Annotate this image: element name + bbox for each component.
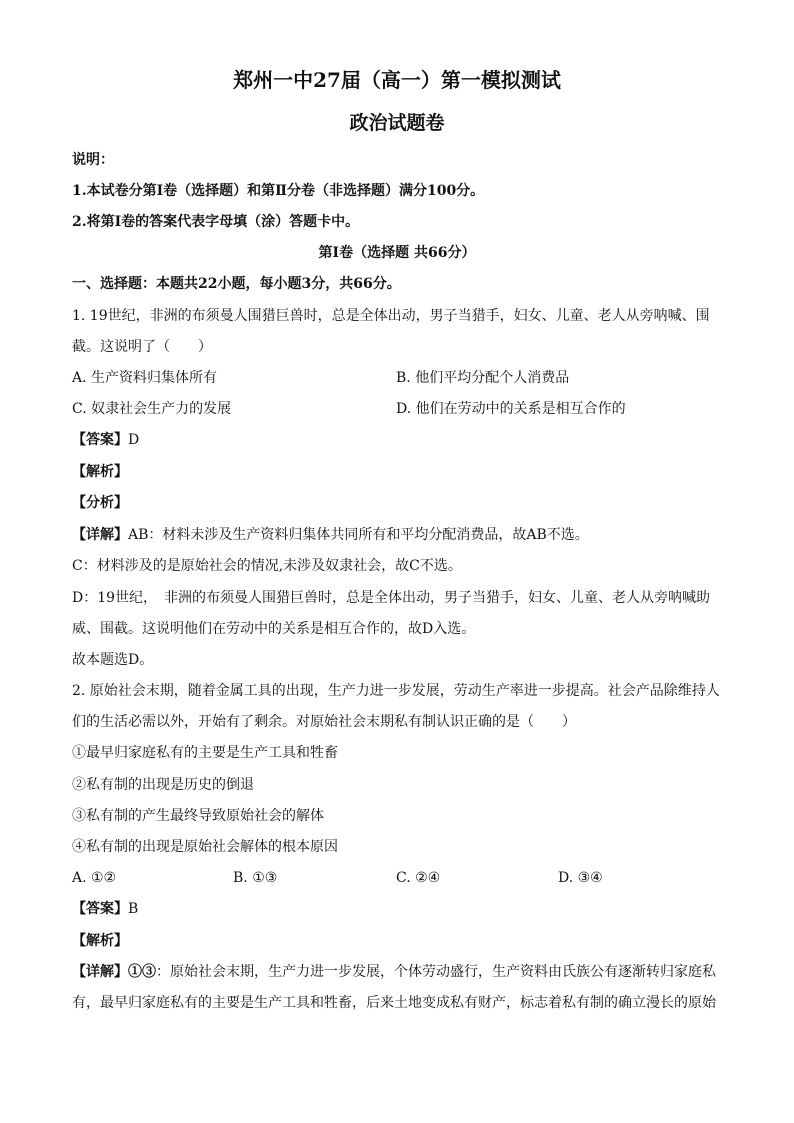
q1-detail-line-1 xyxy=(72,525,589,545)
exam-title: 郑州一中27届（高一）第一模拟测试 xyxy=(233,68,561,92)
q2-detail-line-1 xyxy=(72,962,716,982)
q1-option-a: A. 生产资料归集体所有 xyxy=(72,370,218,386)
q1-conclusion: 故本题选D。 xyxy=(72,652,154,668)
q2-stem-line-2: 们的生活必需以外，开始有了剩余。对原始社会末期私有制认识正确的是（ ） xyxy=(72,714,576,730)
q1-detail-line-2: C：材料涉及的是原始社会的情况,未涉及奴隶社会，故C不选。 xyxy=(72,558,462,574)
q2-statement-2: ②私有制的出现是历史的倒退 xyxy=(72,777,254,793)
detail-text: ：原始社会末期，生产力进一步发展，个体劳动盛行，生产资料由氏族公有逐渐转归家庭私 xyxy=(156,964,716,980)
q1-detail-line-3: D：19世纪， 非洲的布须曼人围猎巨兽时，总是全体出动，男子当猎手，妇女、儿童、老人从旁呐喊助 xyxy=(72,590,711,606)
q2-option-a: A. ①② xyxy=(72,870,117,886)
q2-answer xyxy=(72,899,138,919)
q2-statement-1: ①最早归家庭私有的主要是生产工具和牲畜 xyxy=(72,745,338,761)
instruction-item-1: 1.本试卷分第Ⅰ卷（选择题）和第Ⅱ分卷（非选择题）满分100分。 xyxy=(72,183,485,199)
q2-option-b: B. ①③ xyxy=(233,870,278,886)
q1-stem-line-1: 1. 19世纪，非洲的布须曼人围猎巨兽时，总是全体出动，男子当猎手，妇女、儿童、老人从旁呐喊、围 xyxy=(72,308,710,324)
q1-stem-line-2: 截。这说明了（ ） xyxy=(72,339,212,355)
detail-text: AB：材料未涉及生产资料归集体共同所有和平均分配消费品，故AB不选。 xyxy=(128,527,589,543)
part-title: 一、选择题：本题共22小题，每小题3分，共66分。 xyxy=(72,276,401,292)
section-heading: 第Ⅰ卷（选择题 共66分） xyxy=(318,245,476,261)
q2-statement-4: ④私有制的出现是原始社会解体的根本原因 xyxy=(72,839,338,855)
q1-option-b: B. 他们平均分配个人消费品 xyxy=(396,370,570,386)
q2-statement-3: ③私有制的产生最终导致原始社会的解体 xyxy=(72,808,324,824)
instruction-item-2: 2.将第Ⅰ卷的答案代表字母填（涂）答题卡中。 xyxy=(72,214,360,230)
answer-tag: 【答案】 xyxy=(72,432,128,448)
q2-detail-line-2: 有，最早归家庭私有的主要是生产工具和牲畜，后来土地变成私有财产，标志着私有制的确立漫长的原始 xyxy=(72,995,716,1011)
q1-option-d: D. 他们在劳动中的关系是相互合作的 xyxy=(396,401,626,417)
answer-tag: 【答案】 xyxy=(72,901,128,917)
q1-analysis-tag: 【解析】 xyxy=(72,464,128,480)
detail-mark: ①③ xyxy=(128,964,156,980)
q1-option-c: C. 奴隶社会生产力的发展 xyxy=(72,401,232,417)
q1-detail-line-4: 威、围截。这说明他们在劳动中的关系是相互合作的，故D入选。 xyxy=(72,621,476,637)
exam-subtitle: 政治试题卷 xyxy=(349,112,445,134)
answer-value: D xyxy=(128,432,140,448)
q2-option-c: C. ②④ xyxy=(396,870,441,886)
detail-tag: 【详解】 xyxy=(72,527,128,543)
q1-fenxi-tag: 【分析】 xyxy=(72,495,128,511)
instructions-label: 说明： xyxy=(72,152,114,168)
answer-value: B xyxy=(128,901,139,917)
q2-analysis-tag: 【解析】 xyxy=(72,933,128,949)
q2-stem-line-1: 2. 原始社会末期，随着金属工具的出现，生产力进一步发展，劳动生产率进一步提高。社会产品除维持人 xyxy=(72,683,720,699)
q1-answer xyxy=(72,430,139,450)
detail-tag: 【详解】 xyxy=(72,964,128,980)
q2-option-d: D. ③④ xyxy=(558,870,603,886)
